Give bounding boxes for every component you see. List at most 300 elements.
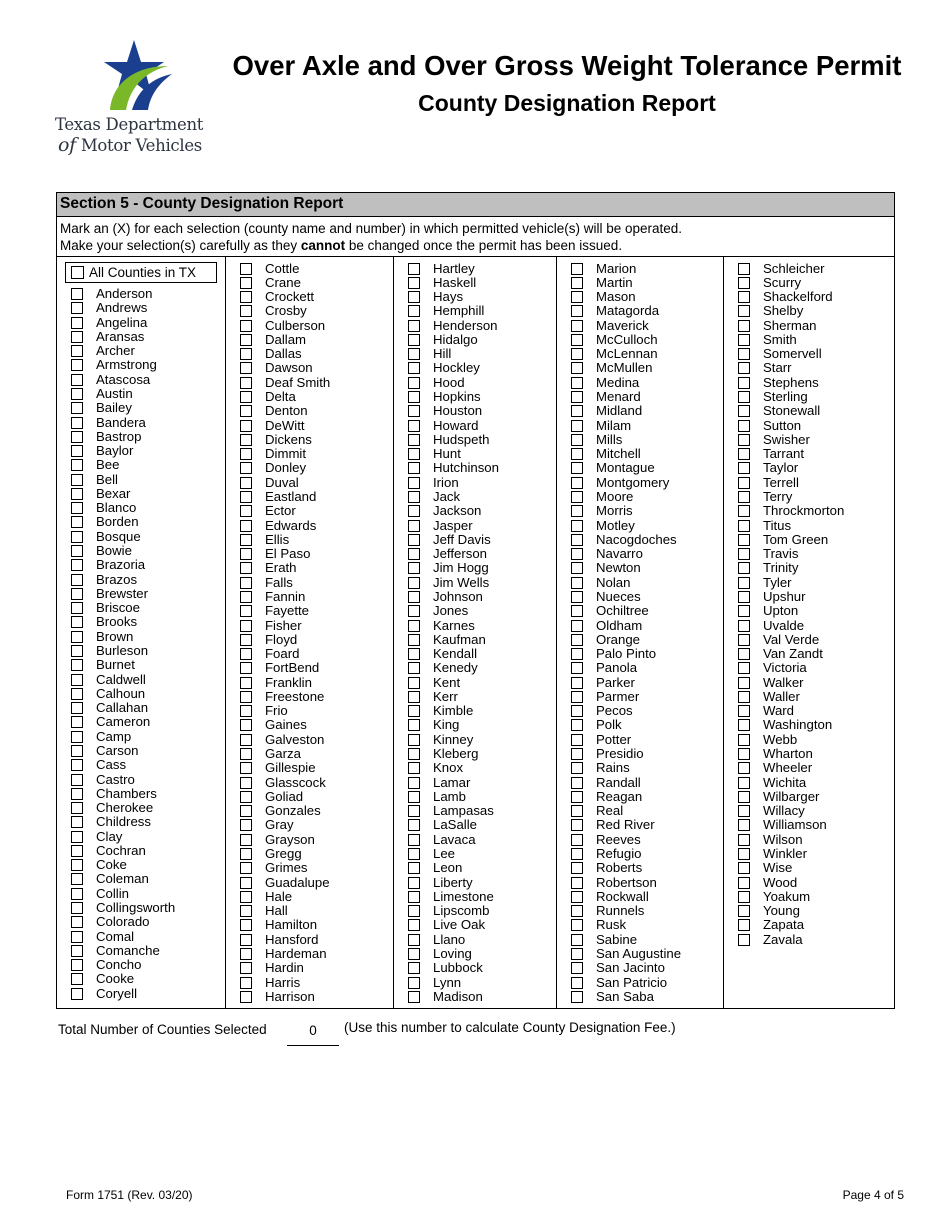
county-checkbox[interactable] [71, 317, 83, 329]
county-checkbox[interactable] [240, 791, 252, 803]
county-option[interactable] [57, 430, 225, 444]
county-checkbox[interactable] [71, 631, 83, 643]
county-checkbox[interactable] [240, 391, 252, 403]
county-option[interactable] [557, 818, 723, 832]
county-option[interactable] [724, 633, 894, 647]
county-option[interactable] [226, 861, 393, 875]
county-option[interactable] [394, 633, 556, 647]
county-checkbox[interactable] [571, 305, 583, 317]
county-checkbox[interactable] [240, 448, 252, 460]
county-option[interactable] [724, 718, 894, 732]
county-option[interactable] [226, 319, 393, 333]
county-option[interactable] [724, 904, 894, 918]
county-option[interactable] [724, 304, 894, 318]
county-option[interactable] [394, 861, 556, 875]
county-option[interactable] [57, 887, 225, 901]
county-option[interactable] [226, 833, 393, 847]
county-checkbox[interactable] [571, 762, 583, 774]
county-checkbox[interactable] [408, 434, 420, 446]
county-option[interactable] [57, 673, 225, 687]
county-option[interactable] [394, 976, 556, 990]
county-checkbox[interactable] [408, 834, 420, 846]
county-option[interactable] [557, 804, 723, 818]
county-option[interactable] [724, 262, 894, 276]
county-checkbox[interactable] [571, 977, 583, 989]
county-option[interactable] [394, 590, 556, 604]
county-checkbox[interactable] [738, 320, 750, 332]
county-option[interactable] [724, 447, 894, 461]
county-checkbox[interactable] [408, 334, 420, 346]
county-checkbox[interactable] [240, 805, 252, 817]
county-checkbox[interactable] [571, 362, 583, 374]
county-checkbox[interactable] [738, 448, 750, 460]
county-checkbox[interactable] [71, 959, 83, 971]
county-checkbox[interactable] [240, 505, 252, 517]
county-option[interactable] [394, 262, 556, 276]
county-checkbox[interactable] [571, 877, 583, 889]
county-option[interactable] [57, 301, 225, 315]
county-option[interactable] [557, 561, 723, 575]
county-option[interactable] [394, 390, 556, 404]
county-option[interactable] [226, 447, 393, 461]
county-option[interactable] [557, 876, 723, 890]
county-checkbox[interactable] [571, 791, 583, 803]
county-option[interactable] [724, 390, 894, 404]
county-option[interactable] [226, 404, 393, 418]
county-checkbox[interactable] [240, 434, 252, 446]
county-option[interactable] [724, 476, 894, 490]
county-option[interactable] [557, 676, 723, 690]
county-option[interactable] [724, 333, 894, 347]
county-checkbox[interactable] [738, 648, 750, 660]
county-option[interactable] [557, 690, 723, 704]
county-checkbox[interactable] [408, 305, 420, 317]
county-option[interactable] [57, 287, 225, 301]
county-option[interactable] [226, 918, 393, 932]
county-checkbox[interactable] [240, 705, 252, 717]
county-checkbox[interactable] [240, 305, 252, 317]
county-checkbox[interactable] [408, 891, 420, 903]
county-option[interactable] [394, 761, 556, 775]
county-checkbox[interactable] [71, 702, 83, 714]
county-option[interactable] [57, 330, 225, 344]
county-checkbox[interactable] [571, 805, 583, 817]
county-checkbox[interactable] [571, 334, 583, 346]
county-checkbox[interactable] [571, 462, 583, 474]
county-checkbox[interactable] [738, 420, 750, 432]
county-option[interactable] [557, 490, 723, 504]
county-checkbox[interactable] [571, 948, 583, 960]
county-checkbox[interactable] [240, 605, 252, 617]
county-checkbox[interactable] [240, 263, 252, 275]
county-option[interactable] [557, 776, 723, 790]
county-checkbox[interactable] [240, 777, 252, 789]
county-checkbox[interactable] [738, 662, 750, 674]
county-checkbox[interactable] [71, 531, 83, 543]
county-checkbox[interactable] [408, 491, 420, 503]
county-checkbox[interactable] [71, 345, 83, 357]
county-option[interactable] [724, 519, 894, 533]
county-option[interactable] [226, 990, 393, 1004]
county-option[interactable] [394, 333, 556, 347]
county-checkbox[interactable] [240, 591, 252, 603]
county-option[interactable] [57, 858, 225, 872]
county-checkbox[interactable] [738, 577, 750, 589]
county-option[interactable] [557, 447, 723, 461]
county-checkbox[interactable] [408, 962, 420, 974]
county-checkbox[interactable] [571, 391, 583, 403]
county-option[interactable] [57, 830, 225, 844]
county-checkbox[interactable] [738, 705, 750, 717]
county-option[interactable] [557, 390, 723, 404]
county-checkbox[interactable] [71, 774, 83, 786]
county-checkbox[interactable] [71, 288, 83, 300]
all-counties-checkbox[interactable] [71, 266, 84, 279]
county-checkbox[interactable] [571, 991, 583, 1003]
county-checkbox[interactable] [71, 973, 83, 985]
county-option[interactable] [557, 519, 723, 533]
county-option[interactable] [394, 576, 556, 590]
county-checkbox[interactable] [571, 634, 583, 646]
county-option[interactable] [226, 333, 393, 347]
county-option[interactable] [724, 361, 894, 375]
county-checkbox[interactable] [571, 534, 583, 546]
county-checkbox[interactable] [738, 348, 750, 360]
county-option[interactable] [226, 461, 393, 475]
county-option[interactable] [57, 387, 225, 401]
county-checkbox[interactable] [571, 520, 583, 532]
county-option[interactable] [226, 776, 393, 790]
county-option[interactable] [394, 604, 556, 618]
county-option[interactable] [724, 376, 894, 390]
county-checkbox[interactable] [571, 562, 583, 574]
county-option[interactable] [394, 519, 556, 533]
county-option[interactable] [557, 404, 723, 418]
county-option[interactable] [394, 733, 556, 747]
county-option[interactable] [57, 373, 225, 387]
county-checkbox[interactable] [408, 991, 420, 1003]
county-option[interactable] [57, 473, 225, 487]
county-checkbox[interactable] [240, 277, 252, 289]
county-checkbox[interactable] [71, 859, 83, 871]
county-checkbox[interactable] [408, 577, 420, 589]
county-option[interactable] [226, 690, 393, 704]
county-checkbox[interactable] [408, 320, 420, 332]
county-checkbox[interactable] [240, 848, 252, 860]
county-option[interactable] [724, 533, 894, 547]
county-option[interactable] [394, 504, 556, 518]
county-option[interactable] [226, 676, 393, 690]
county-checkbox[interactable] [71, 359, 83, 371]
county-checkbox[interactable] [71, 916, 83, 928]
county-checkbox[interactable] [408, 477, 420, 489]
county-option[interactable] [226, 790, 393, 804]
county-checkbox[interactable] [738, 834, 750, 846]
county-checkbox[interactable] [408, 948, 420, 960]
county-option[interactable] [724, 661, 894, 675]
county-option[interactable] [557, 747, 723, 761]
county-option[interactable] [394, 961, 556, 975]
county-option[interactable] [57, 344, 225, 358]
county-option[interactable] [57, 915, 225, 929]
county-option[interactable] [557, 890, 723, 904]
county-option[interactable] [226, 347, 393, 361]
county-checkbox[interactable] [240, 719, 252, 731]
county-checkbox[interactable] [408, 362, 420, 374]
county-option[interactable] [394, 890, 556, 904]
county-option[interactable] [724, 733, 894, 747]
county-option[interactable] [226, 376, 393, 390]
county-option[interactable] [226, 519, 393, 533]
county-checkbox[interactable] [738, 534, 750, 546]
county-option[interactable] [557, 376, 723, 390]
county-option[interactable] [557, 947, 723, 961]
county-option[interactable] [57, 744, 225, 758]
county-checkbox[interactable] [571, 320, 583, 332]
county-checkbox[interactable] [71, 574, 83, 586]
county-checkbox[interactable] [738, 919, 750, 931]
county-option[interactable] [57, 787, 225, 801]
county-checkbox[interactable] [240, 420, 252, 432]
county-checkbox[interactable] [738, 562, 750, 574]
county-option[interactable] [226, 533, 393, 547]
county-option[interactable] [226, 262, 393, 276]
county-checkbox[interactable] [408, 762, 420, 774]
county-checkbox[interactable] [71, 402, 83, 414]
county-option[interactable] [557, 304, 723, 318]
county-option[interactable] [57, 458, 225, 472]
county-checkbox[interactable] [408, 805, 420, 817]
county-option[interactable] [557, 633, 723, 647]
county-option[interactable] [57, 416, 225, 430]
county-checkbox[interactable] [240, 662, 252, 674]
county-option[interactable] [557, 290, 723, 304]
county-checkbox[interactable] [571, 505, 583, 517]
county-checkbox[interactable] [71, 459, 83, 471]
county-option[interactable] [57, 730, 225, 744]
county-option[interactable] [57, 658, 225, 672]
county-checkbox[interactable] [738, 548, 750, 560]
county-checkbox[interactable] [240, 334, 252, 346]
county-checkbox[interactable] [738, 605, 750, 617]
county-checkbox[interactable] [408, 548, 420, 560]
county-checkbox[interactable] [571, 819, 583, 831]
county-checkbox[interactable] [571, 962, 583, 974]
county-option[interactable] [226, 576, 393, 590]
county-option[interactable] [394, 776, 556, 790]
county-checkbox[interactable] [240, 548, 252, 560]
county-checkbox[interactable] [240, 462, 252, 474]
county-checkbox[interactable] [408, 934, 420, 946]
county-option[interactable] [226, 747, 393, 761]
county-checkbox[interactable] [408, 291, 420, 303]
county-option[interactable] [394, 276, 556, 290]
county-checkbox[interactable] [240, 905, 252, 917]
county-checkbox[interactable] [71, 488, 83, 500]
county-checkbox[interactable] [408, 877, 420, 889]
county-option[interactable] [724, 290, 894, 304]
county-checkbox[interactable] [408, 391, 420, 403]
county-option[interactable] [394, 319, 556, 333]
county-checkbox[interactable] [571, 291, 583, 303]
county-option[interactable] [394, 876, 556, 890]
county-checkbox[interactable] [240, 919, 252, 931]
county-checkbox[interactable] [738, 677, 750, 689]
county-option[interactable] [557, 904, 723, 918]
county-option[interactable] [226, 904, 393, 918]
county-option[interactable] [394, 547, 556, 561]
county-option[interactable] [724, 876, 894, 890]
county-checkbox[interactable] [738, 719, 750, 731]
county-checkbox[interactable] [738, 862, 750, 874]
county-option[interactable] [394, 461, 556, 475]
county-checkbox[interactable] [71, 445, 83, 457]
county-checkbox[interactable] [738, 520, 750, 532]
county-option[interactable] [557, 262, 723, 276]
county-checkbox[interactable] [738, 805, 750, 817]
county-option[interactable] [557, 333, 723, 347]
county-option[interactable] [724, 861, 894, 875]
county-option[interactable] [557, 504, 723, 518]
county-option[interactable] [57, 630, 225, 644]
county-checkbox[interactable] [240, 691, 252, 703]
county-checkbox[interactable] [71, 888, 83, 900]
county-checkbox[interactable] [571, 777, 583, 789]
county-checkbox[interactable] [240, 477, 252, 489]
county-option[interactable] [226, 947, 393, 961]
county-option[interactable] [557, 976, 723, 990]
county-checkbox[interactable] [738, 777, 750, 789]
county-option[interactable] [57, 715, 225, 729]
county-checkbox[interactable] [240, 634, 252, 646]
county-option[interactable] [394, 433, 556, 447]
county-checkbox[interactable] [240, 620, 252, 632]
county-option[interactable] [226, 604, 393, 618]
county-checkbox[interactable] [738, 791, 750, 803]
county-option[interactable] [226, 476, 393, 490]
county-checkbox[interactable] [71, 902, 83, 914]
county-checkbox[interactable] [571, 420, 583, 432]
county-option[interactable] [394, 718, 556, 732]
county-option[interactable] [724, 590, 894, 604]
county-option[interactable] [724, 319, 894, 333]
county-checkbox[interactable] [71, 845, 83, 857]
county-checkbox[interactable] [240, 405, 252, 417]
county-option[interactable] [394, 404, 556, 418]
county-option[interactable] [557, 319, 723, 333]
county-option[interactable] [394, 704, 556, 718]
county-option[interactable] [394, 533, 556, 547]
county-option[interactable] [394, 990, 556, 1004]
county-option[interactable] [394, 490, 556, 504]
county-checkbox[interactable] [571, 705, 583, 717]
county-option[interactable] [557, 590, 723, 604]
county-checkbox[interactable] [571, 662, 583, 674]
county-option[interactable] [394, 747, 556, 761]
county-checkbox[interactable] [408, 448, 420, 460]
county-option[interactable] [394, 676, 556, 690]
county-option[interactable] [57, 515, 225, 529]
county-option[interactable] [57, 944, 225, 958]
county-checkbox[interactable] [738, 334, 750, 346]
county-checkbox[interactable] [408, 862, 420, 874]
county-option[interactable] [724, 276, 894, 290]
county-checkbox[interactable] [71, 816, 83, 828]
county-checkbox[interactable] [738, 877, 750, 889]
county-checkbox[interactable] [571, 734, 583, 746]
county-option[interactable] [557, 461, 723, 475]
county-option[interactable] [57, 773, 225, 787]
county-checkbox[interactable] [71, 502, 83, 514]
county-option[interactable] [226, 876, 393, 890]
county-checkbox[interactable] [738, 491, 750, 503]
county-option[interactable] [226, 804, 393, 818]
county-checkbox[interactable] [71, 417, 83, 429]
county-option[interactable] [57, 972, 225, 986]
county-option[interactable] [226, 390, 393, 404]
county-checkbox[interactable] [408, 591, 420, 603]
county-checkbox[interactable] [71, 788, 83, 800]
county-checkbox[interactable] [571, 491, 583, 503]
county-option[interactable] [724, 504, 894, 518]
county-checkbox[interactable] [240, 934, 252, 946]
county-option[interactable] [226, 704, 393, 718]
county-checkbox[interactable] [738, 591, 750, 603]
county-checkbox[interactable] [738, 477, 750, 489]
county-option[interactable] [724, 761, 894, 775]
county-checkbox[interactable] [738, 748, 750, 760]
county-checkbox[interactable] [240, 891, 252, 903]
county-checkbox[interactable] [71, 759, 83, 771]
county-checkbox[interactable] [571, 834, 583, 846]
county-option[interactable] [724, 818, 894, 832]
county-option[interactable] [557, 961, 723, 975]
county-checkbox[interactable] [738, 377, 750, 389]
county-option[interactable] [724, 347, 894, 361]
county-checkbox[interactable] [738, 734, 750, 746]
county-checkbox[interactable] [240, 762, 252, 774]
county-option[interactable] [724, 404, 894, 418]
county-checkbox[interactable] [408, 605, 420, 617]
county-option[interactable] [394, 918, 556, 932]
county-checkbox[interactable] [240, 748, 252, 760]
county-checkbox[interactable] [738, 391, 750, 403]
county-checkbox[interactable] [71, 474, 83, 486]
county-option[interactable] [57, 358, 225, 372]
county-option[interactable] [226, 733, 393, 747]
county-checkbox[interactable] [571, 677, 583, 689]
county-checkbox[interactable] [408, 905, 420, 917]
county-option[interactable] [724, 704, 894, 718]
county-checkbox[interactable] [71, 731, 83, 743]
county-checkbox[interactable] [571, 848, 583, 860]
county-checkbox[interactable] [571, 719, 583, 731]
county-option[interactable] [57, 573, 225, 587]
county-checkbox[interactable] [71, 545, 83, 557]
county-option[interactable] [724, 433, 894, 447]
county-option[interactable] [226, 633, 393, 647]
county-option[interactable] [394, 847, 556, 861]
county-checkbox[interactable] [738, 819, 750, 831]
county-checkbox[interactable] [240, 677, 252, 689]
county-option[interactable] [394, 947, 556, 961]
county-checkbox[interactable] [71, 516, 83, 528]
county-option[interactable] [394, 561, 556, 575]
county-option[interactable] [394, 347, 556, 361]
county-checkbox[interactable] [408, 734, 420, 746]
county-option[interactable] [724, 690, 894, 704]
county-checkbox[interactable] [571, 263, 583, 275]
